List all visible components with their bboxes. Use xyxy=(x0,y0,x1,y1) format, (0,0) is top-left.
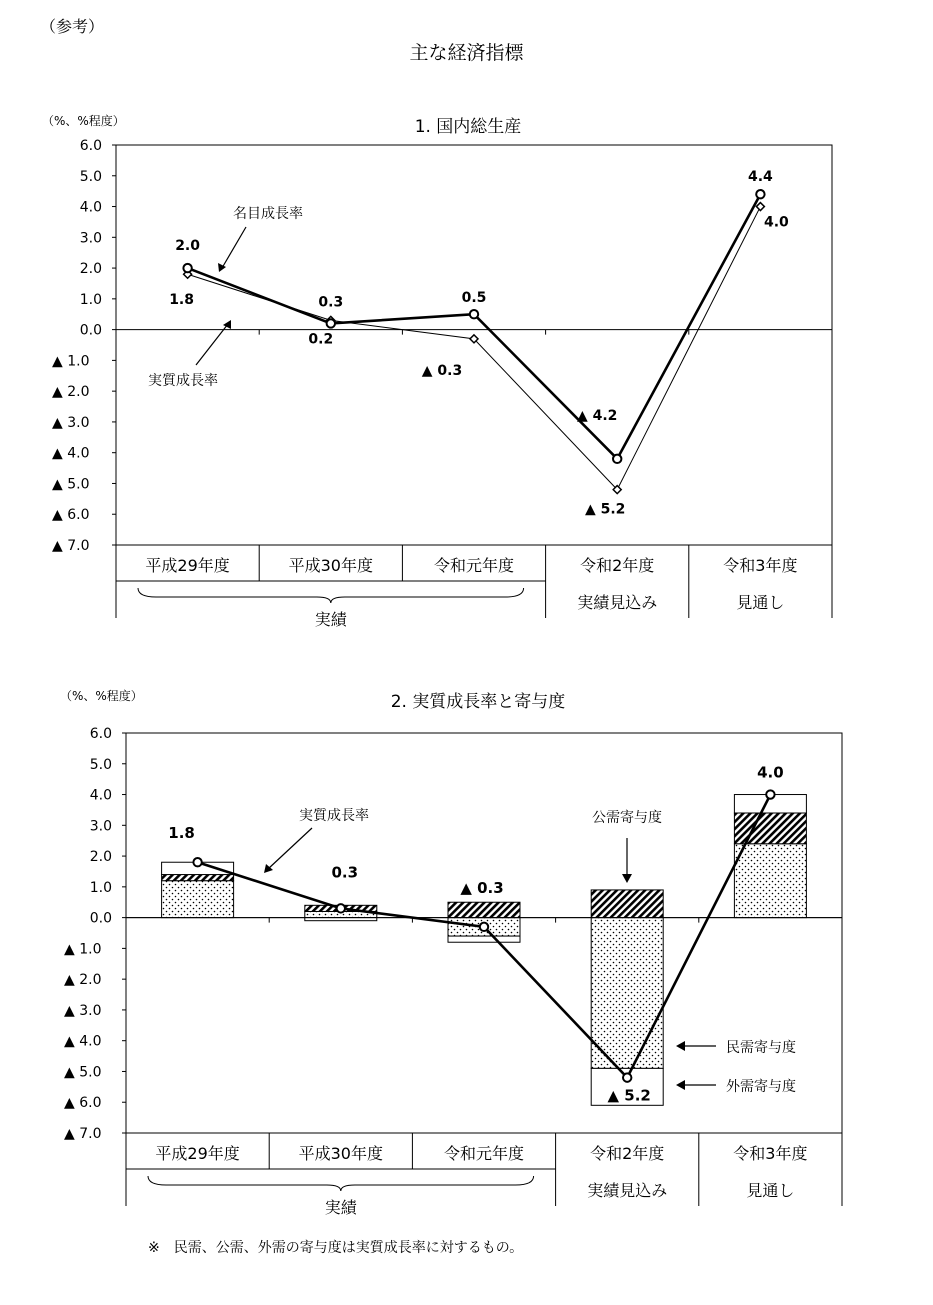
y-tick-label: 3.0 xyxy=(79,230,102,247)
y-tick-label: ▲ 7.0 xyxy=(52,538,90,554)
y-tick-label: 0.0 xyxy=(89,910,112,927)
group-label: 実績見込み xyxy=(577,593,658,612)
y-tick-label: 1.0 xyxy=(89,879,112,896)
y-tick-label: 6.0 xyxy=(79,138,102,154)
group-label: 実績 xyxy=(314,610,347,629)
external-demand-arrow-head xyxy=(676,1080,685,1090)
nominal-point xyxy=(613,455,621,463)
category-label: 令和元年度 xyxy=(443,1144,525,1163)
public-demand-bar xyxy=(162,875,234,881)
real-growth-point xyxy=(766,790,774,798)
y-tick-label: ▲ 4.0 xyxy=(64,1033,102,1050)
y-tick-label: 1.0 xyxy=(79,291,102,308)
y-tick-label: ▲ 1.0 xyxy=(52,353,90,370)
real-growth-point xyxy=(480,923,488,931)
group-brace xyxy=(138,588,524,603)
y-tick-label: ▲ 3.0 xyxy=(64,1002,102,1019)
real-value-label: 0.2 xyxy=(308,331,334,348)
category-label: 平成29年度 xyxy=(145,556,230,575)
real-arrow-head xyxy=(223,320,231,329)
nominal-value-label: ▲ 4.2 xyxy=(576,407,618,424)
real-growth-value-label: ▲ 0.3 xyxy=(460,878,504,897)
public-demand-bar xyxy=(734,813,806,844)
y-tick-label: ▲ 2.0 xyxy=(64,972,102,989)
public-demand-bar xyxy=(448,902,520,917)
nominal-value-label: 4.4 xyxy=(747,169,773,186)
page-title: 主な経済指標 xyxy=(409,42,524,64)
real-growth-point xyxy=(193,858,201,866)
real-value-label: ▲ 0.3 xyxy=(421,362,463,379)
y-tick-label: 5.0 xyxy=(79,168,102,185)
group-label: 実績 xyxy=(324,1198,357,1217)
category-label: 平成30年度 xyxy=(298,1144,383,1163)
plot-frame xyxy=(116,145,832,545)
chart2-title: 2. 実質成長率と寄与度 xyxy=(390,692,566,712)
header-note: （参考） xyxy=(40,17,105,36)
chart1-unit-label: （%、%程度） xyxy=(42,114,125,128)
nominal-value-label: 2.0 xyxy=(175,238,201,255)
real-line-label: 実質成長率 xyxy=(299,808,369,824)
y-tick-label: ▲ 2.0 xyxy=(52,384,90,401)
y-tick-label: ▲ 5.0 xyxy=(52,476,90,493)
public-demand-bar xyxy=(591,890,663,918)
category-label: 令和3年度 xyxy=(723,556,798,575)
group-label: 見通し xyxy=(746,1181,795,1200)
real-line-arrow xyxy=(268,828,312,869)
y-tick-label: 5.0 xyxy=(89,756,112,773)
nominal-point xyxy=(183,264,191,272)
private-demand-arrow-head xyxy=(676,1041,685,1051)
real-series-label: 実質成長率 xyxy=(148,373,218,389)
real-growth-point xyxy=(623,1073,631,1081)
private-demand-bar xyxy=(734,844,806,918)
private-demand-bar xyxy=(591,918,663,1069)
group-brace xyxy=(148,1176,534,1191)
y-tick-label: ▲ 3.0 xyxy=(52,414,90,431)
real-growth-value-label: 0.3 xyxy=(331,863,359,882)
y-tick-label: 4.0 xyxy=(79,199,102,216)
category-label: 令和3年度 xyxy=(733,1144,808,1163)
y-tick-label: 3.0 xyxy=(89,818,112,835)
category-label: 平成29年度 xyxy=(155,1144,240,1163)
public-demand-arrow-head xyxy=(622,874,632,883)
gdp-line-chart xyxy=(0,105,933,735)
nominal-value-label: 0.3 xyxy=(318,294,344,311)
group-label: 実績見込み xyxy=(587,1181,668,1200)
external-demand-bar xyxy=(448,936,520,942)
category-label: 令和2年度 xyxy=(590,1144,665,1163)
category-label: 令和2年度 xyxy=(580,556,655,575)
y-tick-label: 4.0 xyxy=(89,787,112,804)
real-point xyxy=(756,203,764,211)
chart1-title: 1. 国内総生産 xyxy=(414,117,522,137)
y-tick-label: ▲ 6.0 xyxy=(52,507,90,524)
nominal-point xyxy=(756,190,764,198)
nominal-point xyxy=(470,310,478,318)
real-label-arrow xyxy=(196,324,228,365)
private-demand-label: 民需寄与度 xyxy=(726,1040,796,1056)
y-tick-label: 2.0 xyxy=(79,261,102,278)
y-tick-label: ▲ 4.0 xyxy=(52,445,90,462)
real-growth-value-label: 1.8 xyxy=(168,824,195,843)
nominal-point xyxy=(327,319,335,327)
nominal-value-label: 0.5 xyxy=(461,290,487,307)
y-tick-label: ▲ 5.0 xyxy=(64,1064,102,1081)
public-demand-label: 公需寄与度 xyxy=(592,810,662,826)
real-value-label: 1.8 xyxy=(169,292,195,309)
nominal-label-arrow xyxy=(222,227,246,268)
real-growth-value-label: ▲ 5.2 xyxy=(607,1086,651,1105)
nominal-growth-line xyxy=(188,194,761,459)
private-demand-bar xyxy=(162,881,234,918)
nominal-series-label: 名目成長率 xyxy=(233,206,303,222)
real-growth-value-label: 4.0 xyxy=(757,763,784,782)
external-demand-label: 外需寄与度 xyxy=(726,1079,796,1095)
real-growth-line xyxy=(188,207,761,490)
y-tick-label: ▲ 1.0 xyxy=(64,941,102,958)
category-label: 平成30年度 xyxy=(288,556,373,575)
y-tick-label: ▲ 7.0 xyxy=(64,1126,102,1142)
real-value-label: ▲ 5.2 xyxy=(584,501,626,518)
category-label: 令和元年度 xyxy=(433,556,515,575)
chart2-unit-label: （%、%程度） xyxy=(60,689,143,703)
y-tick-label: 6.0 xyxy=(89,726,112,742)
footnote: ※ 民需、公需、外需の寄与度は実質成長率に対するもの。 xyxy=(148,1240,524,1256)
y-tick-label: 0.0 xyxy=(79,322,102,339)
real-growth-point xyxy=(337,904,345,912)
y-tick-label: 2.0 xyxy=(89,849,112,866)
real-value-label: 4.0 xyxy=(763,214,789,231)
y-tick-label: ▲ 6.0 xyxy=(64,1095,102,1112)
contribution-bar-chart xyxy=(0,685,933,1305)
group-label: 見通し xyxy=(736,593,785,612)
